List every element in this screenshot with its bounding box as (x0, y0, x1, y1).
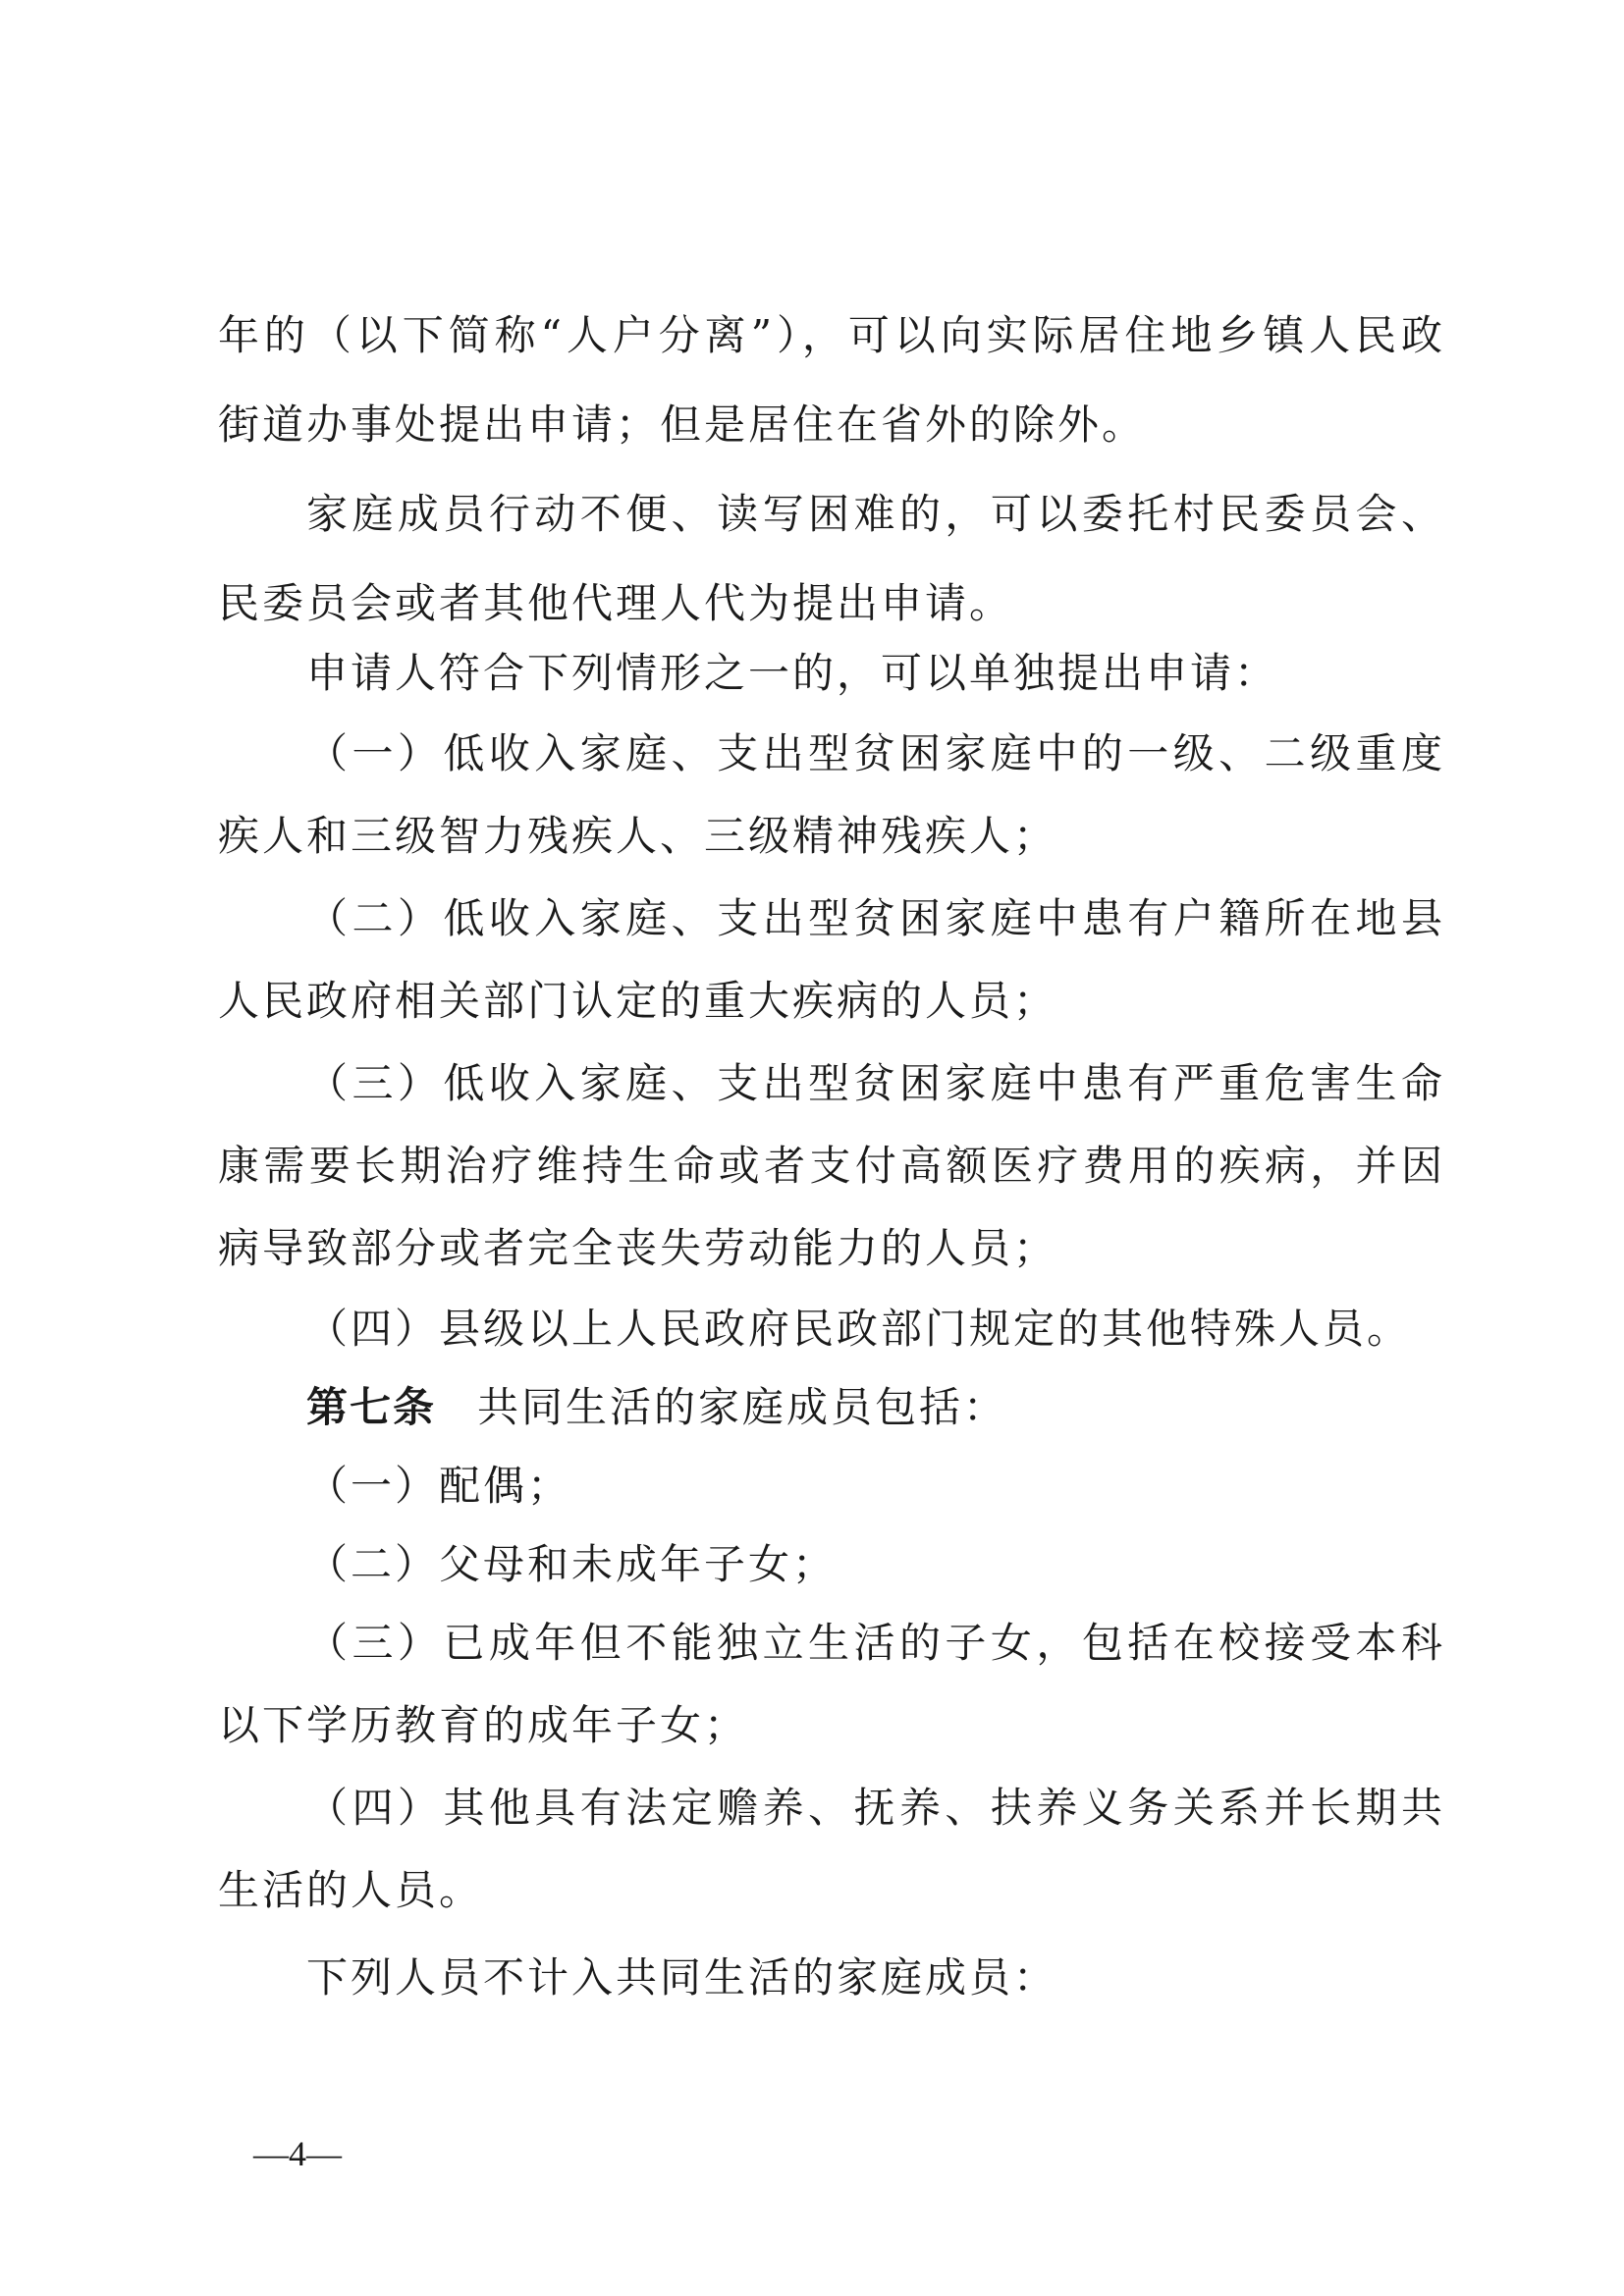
list-item-line: （四）县级以上人民政府民政部门规定的其他特殊人员。 (306, 1305, 1412, 1353)
paragraph-line: 民委员会或者其他代理人代为提出申请。 (218, 579, 1014, 627)
list-item-line: （三）低收入家庭、支出型贫困家庭中患有严重危害生命 (306, 1059, 1445, 1107)
list-item-line: 疾人和三级智力残疾人、三级精神残疾人； (218, 812, 1058, 860)
list-item-line: （一）配偶； (306, 1462, 572, 1510)
list-item-line: 生活的人员。 (218, 1866, 484, 1914)
list-item-line: 以下学历教育的成年子女； (218, 1701, 749, 1749)
paragraph-line: 街道办事处提出申请；但是居住在省外的除外。 (218, 400, 1147, 449)
list-item-line: （二）低收入家庭、支出型贫困家庭中患有户籍所在地县 (306, 894, 1445, 942)
paragraph-line: 家庭成员行动不便、读写困难的，可以委托村民委员会、 (306, 490, 1445, 538)
paragraph-line: 年的（以下简称“人户分离”），可以向实际居住地乡镇人民政 (218, 311, 1445, 359)
paragraph-line: 申请人符合下列情形之一的，可以单独提出申请： (306, 649, 1279, 697)
list-item-line: 康需要长期治疗维持生命或者支付高额医疗费用的疾病，并因 (218, 1142, 1445, 1190)
list-item-line: 病导致部分或者完全丧失劳动能力的人员； (218, 1224, 1058, 1272)
list-item-line: （四）其他具有法定赡养、抚养、扶养义务关系并长期共 (306, 1784, 1445, 1832)
article-number: 第七条 (306, 1383, 437, 1431)
page-number: —4— (253, 2134, 342, 2173)
list-item-line: （三）已成年但不能独立生活的子女，包括在校接受本科 (306, 1619, 1445, 1667)
list-item-line: （一）低收入家庭、支出型贫困家庭中的一级、二级重度 (306, 729, 1445, 777)
paragraph-line: 下列人员不计入共同生活的家庭成员： (306, 1953, 1058, 2002)
article-heading-line (306, 1378, 1445, 1437)
list-item-line: （二）父母和未成年子女； (306, 1540, 838, 1588)
article-text: 共同生活的家庭成员包括： (477, 1383, 1008, 1431)
list-item-line: 人民政府相关部门认定的重大疾病的人员； (218, 977, 1058, 1025)
